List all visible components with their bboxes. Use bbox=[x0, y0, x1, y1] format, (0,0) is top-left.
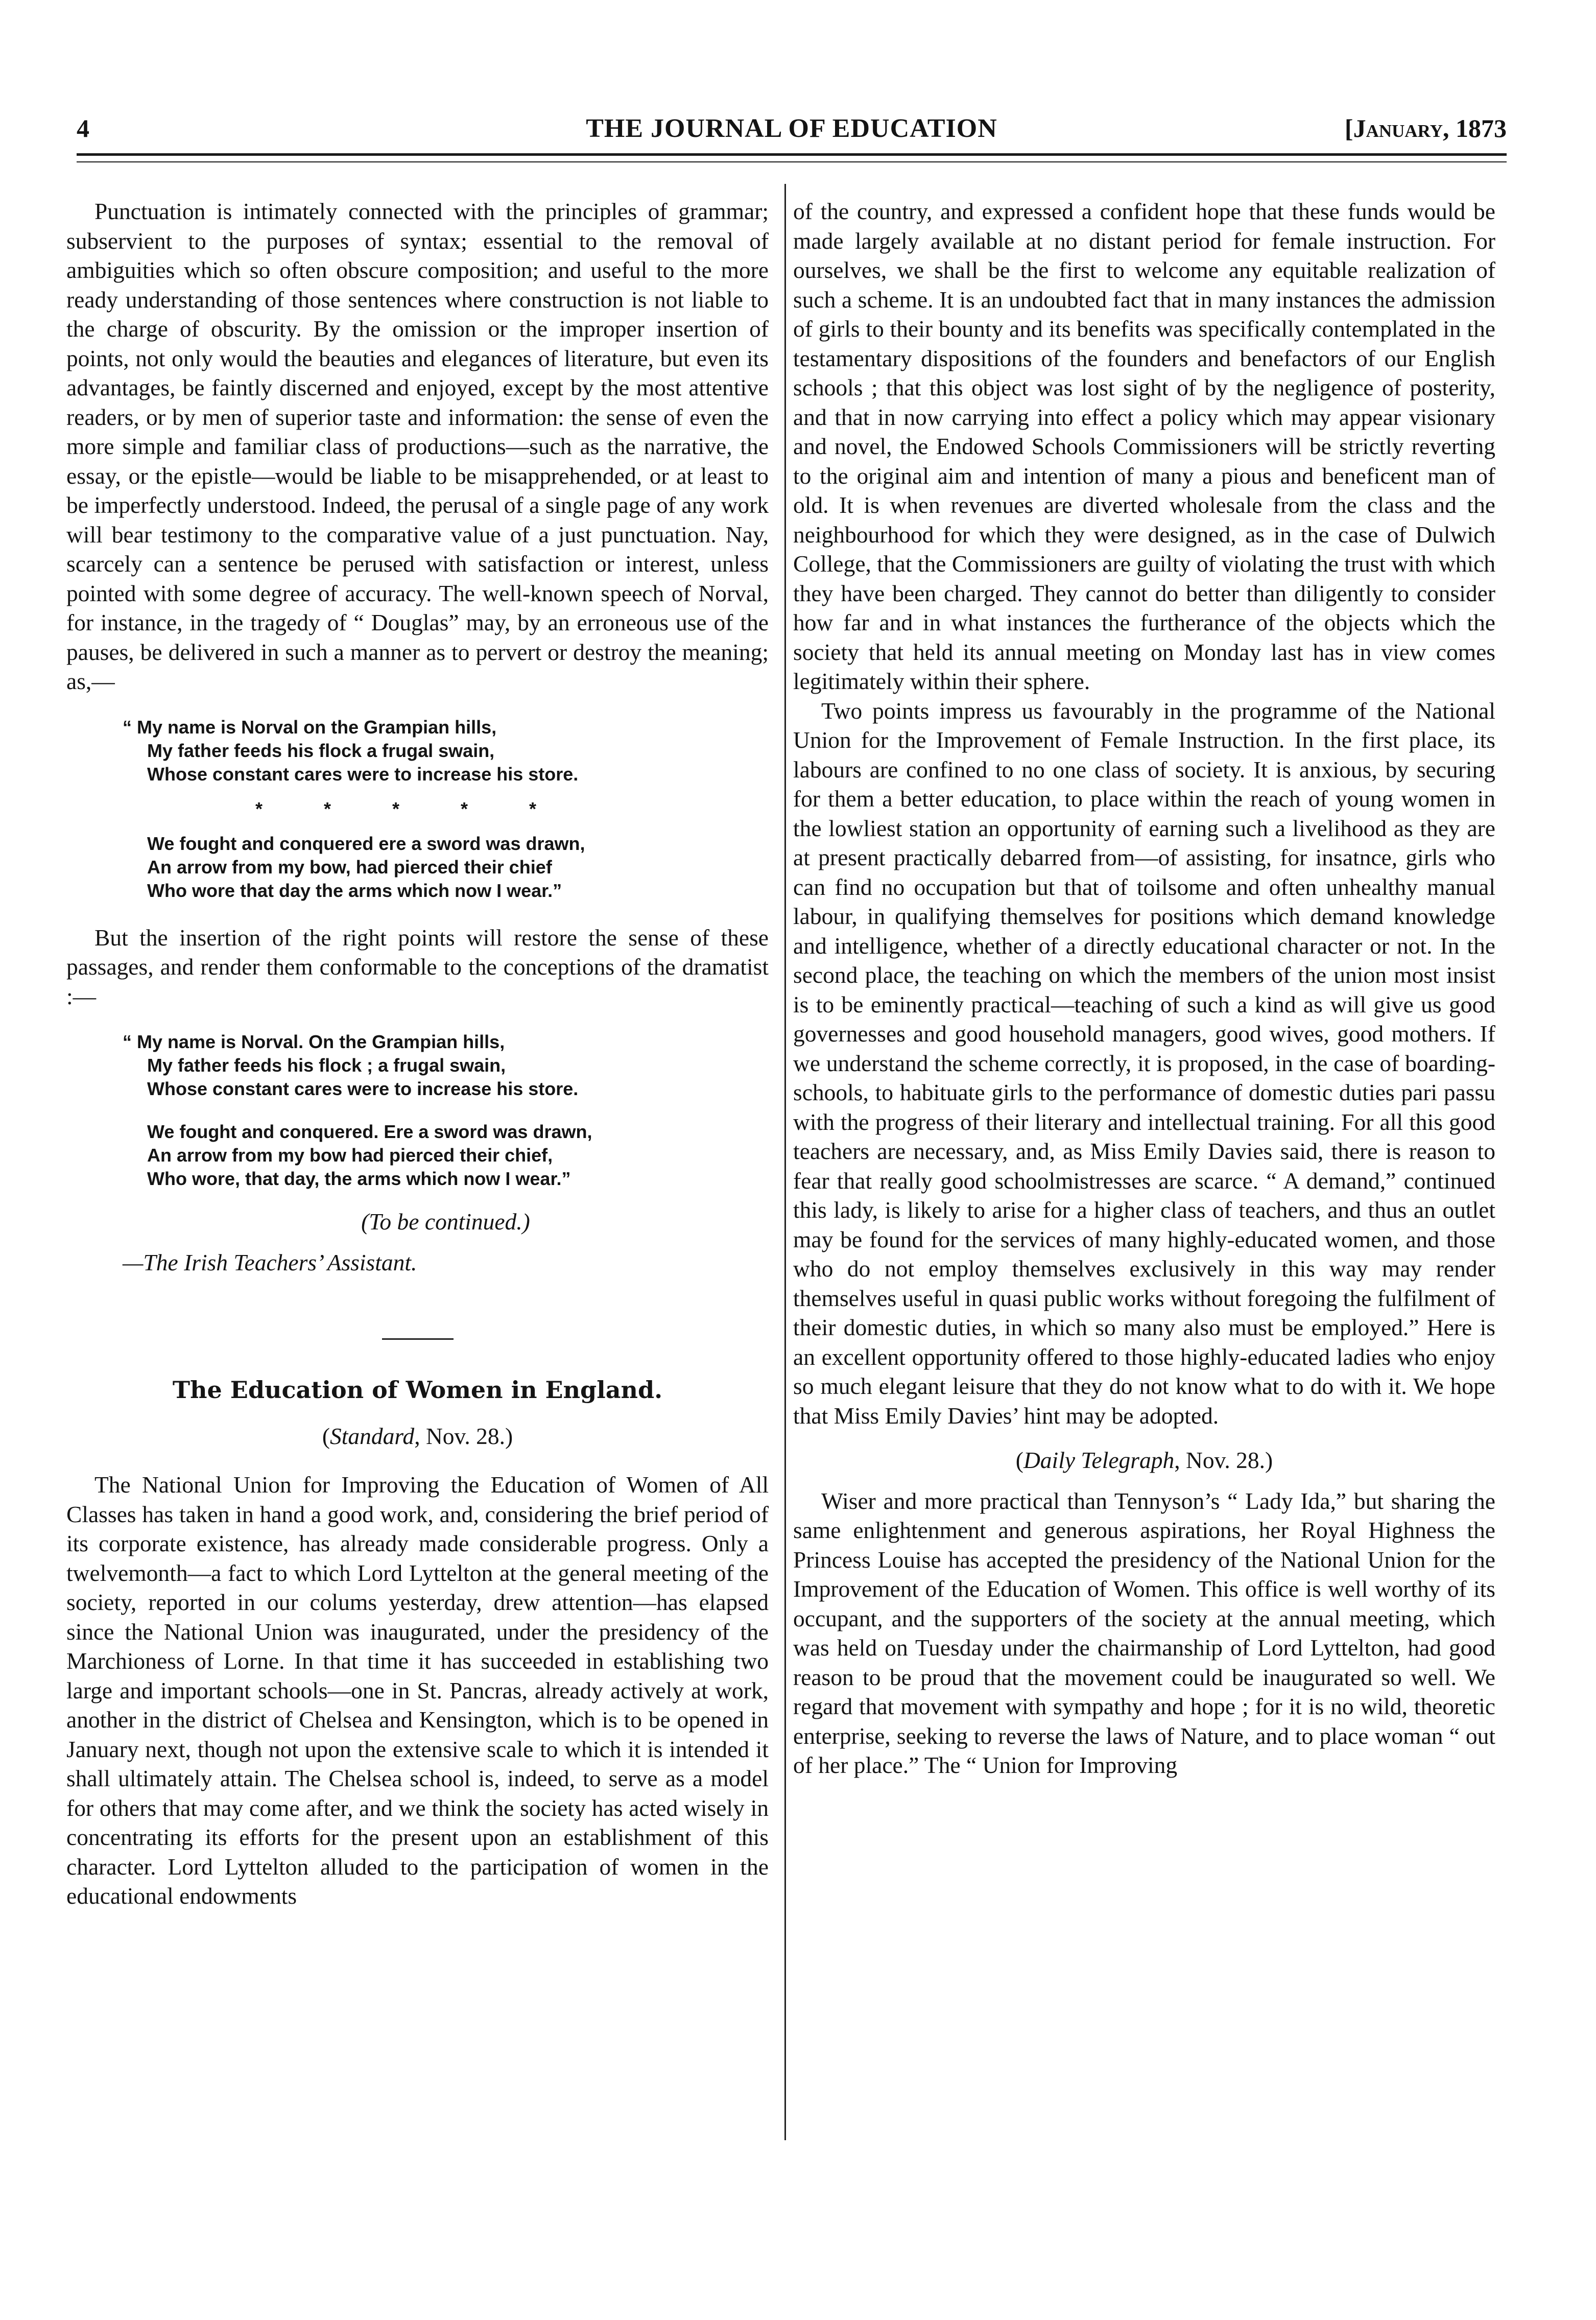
byline-date: , Nov. 28.) bbox=[1174, 1447, 1273, 1473]
verse-line: An arrow from my bow had pierced their chief, bbox=[147, 1145, 553, 1166]
verse-line: We fought and conquered. Ere a sword was drawn, bbox=[147, 1121, 592, 1142]
verse-line: My father feeds his flock ; a frugal swain, bbox=[147, 1055, 506, 1076]
insertion-paragraph: But the insertion of the right points will restore the sense of these passages, and render them conformable to the conceptions of the dramatist :— bbox=[66, 924, 769, 1009]
issue-date: [January, 1873 bbox=[1344, 114, 1507, 143]
verse-line: An arrow from my bow, had pierced their chief bbox=[147, 856, 552, 878]
verse-line: Who wore, that day, the arms which now I wear.” bbox=[147, 1168, 571, 1189]
source-credit: —The Irish Teachers’ Assistant. bbox=[123, 1249, 417, 1275]
right-column bbox=[793, 197, 1495, 1780]
two-points-paragraph: Two points impress us favourably in the programme of the National Union for the Improvement of Female Instruction. In the first place, its labours are confined to no one class of society. It is anxious, by securing for them a better education, to place within the reach of young women in the lowliest station an opportunity of earning such a livelihood as they are at present practically debarred from—of assisting, for insatnce, girls who can find no occupation but that of toilsome and often unhealthy manual labour, in qualifying themselves for positions which demand knowledge and intelligence, whether of a directly educational character or not. In the second place, the teaching on which the members of the union most insist is to be eminently practical—teaching of such a kind as will give us good governesses and good household managers, good wives, good mothers. If we understand the scheme correctly, it is proposed, in the case of boarding-schools, to habituate girls to the performance of domestic duties pari passu with the progress of their literary and intellectual training. For all this good teachers are necessary, and, as Miss Emily Davies said, there is reason to fear that really good schoolmistresses are scarce. “ A demand,” continued this lady, is likely to arise for a higher class of teachers, and thus an outlet may be found for the services of many highly-educated women, and those who do not employ themselves exclusively in this way may render themselves useful in quasi public works without foregoing the fulfilment of their domestic duties, in which so many also must be employed.” Here is an excellent opportunity offered to those highly-educated ladies who enjoy so much elegant leisure that they do not know what to do with it. We hope that Miss Emily Davies’ hint may be adopted. bbox=[793, 697, 1495, 1429]
page-header bbox=[77, 113, 1507, 149]
to-be-continued: (To be continued.) bbox=[361, 1209, 530, 1235]
verse-ellipsis-stars: * * * * * bbox=[255, 798, 537, 819]
verse-corrected bbox=[66, 1030, 769, 1191]
section-divider bbox=[382, 1338, 454, 1340]
column-divider bbox=[784, 184, 786, 2140]
page-number: 4 bbox=[77, 114, 89, 143]
byline-paper: Standard bbox=[330, 1423, 415, 1449]
telegraph-byline: (Daily Telegraph, Nov. 28.) bbox=[1015, 1447, 1273, 1473]
verse-line: Whose constant cares were to increase his store. bbox=[147, 763, 579, 785]
wiser-paragraph: Wiser and more practical than Tennyson’s “ Lady Ida,” but sharing the same enlightenment and generous aspirations, her Royal Highness the Princess Louise has accepted the presidency of the National Union for the Improvement of the Education of Women. This office is well worthy of its occupant, and the supporters of the society at the annual meeting, which was held on Tuesday under the chairmanship of Lord Lyttelton, had good reason to be proud that the movement could be inaugurated so well. We regard that movement with sympathy and hope ; for it is no wild, theoretic enterprise, seeking to reverse the laws of Nature, and to place woman “ out of her place.” The “ Union for Improving bbox=[793, 1487, 1495, 1778]
header-rule-thick bbox=[77, 153, 1507, 156]
journal-title: THE JOURNAL OF EDUCATION bbox=[586, 114, 997, 143]
header-rule-thin bbox=[77, 161, 1507, 162]
national-union-paragraph: The National Union for Improving the Education of Women of All Classes has taken in hand a good work, and, considering the brief period of its corporate existence, has already made considerable progress. Only a twelvemonth—a fact to which Lord Lyttelton at the general meeting of the society, reported in our colums yesterday, drew attention—has elapsed since the National Union was inaugurated, under the presidency of the Marchioness of Lorne. In that time it has succeeded in establishing two large and important schools—one in St. Pancras, already actively at work, another in the district of Chelsea and Kensington, which is to be opened in January next, though not upon the extensive scale to which it is intended it shall ultimately attain. The Chelsea school is, indeed, to serve as a model for others that may come after, and we think the society has acted wisely in concentrating its efforts for the present upon an establishment of this character. Lord Lyttelton alluded to the participation of women in the educational endowments bbox=[66, 1472, 769, 1909]
byline-date: , Nov. 28.) bbox=[414, 1423, 513, 1449]
verse-line: My father feeds his flock a frugal swain, bbox=[147, 740, 495, 761]
article-byline: (Standard, Nov. 28.) bbox=[322, 1423, 513, 1449]
left-column bbox=[66, 197, 769, 1911]
verse-mispunctuated bbox=[66, 716, 769, 903]
article-heading: The Education of Women in England. bbox=[172, 1376, 663, 1404]
verse-line: “ My name is Norval on the Grampian hills, bbox=[123, 716, 497, 738]
continuation-paragraph: of the country, and expressed a confident hope that these funds would be made largely available at no distant period for female instruction. For ourselves, we shall be the first to welcome any equitable realization of such a scheme. It is an undoubted fact that in many instances the admission of girls to their bounty and its benefits was specifically contemplated in the testamentary dispositions of the founders and benefactors of our English schools ; that this object was lost sight of by the negligence of posterity, and that in now carrying into effect a policy which may appear visionary and novel, the Endowed Schools Commissioners will be strictly reverting to the original aim and intention of many a pious and beneficent man of old. It is when revenues are diverted wholesale from the class and the neighbourhood for which they were designed, as in the case of Dulwich College, that the Commissioners are guilty of violating the trust with which they have been charged. They cannot do better than diligently to consider how far and in what instances the furtherance of the objects which the society that held its annual meeting on Monday last has in view comes legitimately within their sphere. bbox=[793, 198, 1495, 694]
verse-line: We fought and conquered ere a sword was drawn, bbox=[147, 833, 585, 854]
verse-line: “ My name is Norval. On the Grampian hills, bbox=[123, 1031, 505, 1052]
verse-line: Who wore that day the arms which now I wear.” bbox=[147, 880, 562, 901]
punctuation-paragraph: Punctuation is intimately connected with the principles of grammar; subservient to the purposes of syntax; essential to the removal of ambiguities which so often obscure composition; and useful to the more ready understanding of those sentences where construction is not liable to the charge of obscurity. By the omission or the improper insertion of points, not only would the beauties and elegances of literature, but even its advantages, be faintly discerned and enjoyed, except by the most attentive readers, or by men of superior taste and information: the sense of even the more simple and familiar class of productions—such as the narrative, the essay, or the epistle—would be liable to be misapprehended, or at least to be imperfectly understood. Indeed, the perusal of a single page of any work will bear testimony to the comparative value of a just punctuation. Nay, scarcely can a sentence be perused with satisfaction or interest, unless pointed with some degree of accuracy. The well-known speech of Norval, for instance, in the tragedy of “ Douglas” may, by an erroneous use of the pauses, be delivered in such a manner as to pervert or destroy the meaning; as,— bbox=[66, 198, 769, 694]
verse-line: Whose constant cares were to increase his store. bbox=[147, 1078, 579, 1099]
byline-paper: Daily Telegraph bbox=[1023, 1447, 1175, 1473]
